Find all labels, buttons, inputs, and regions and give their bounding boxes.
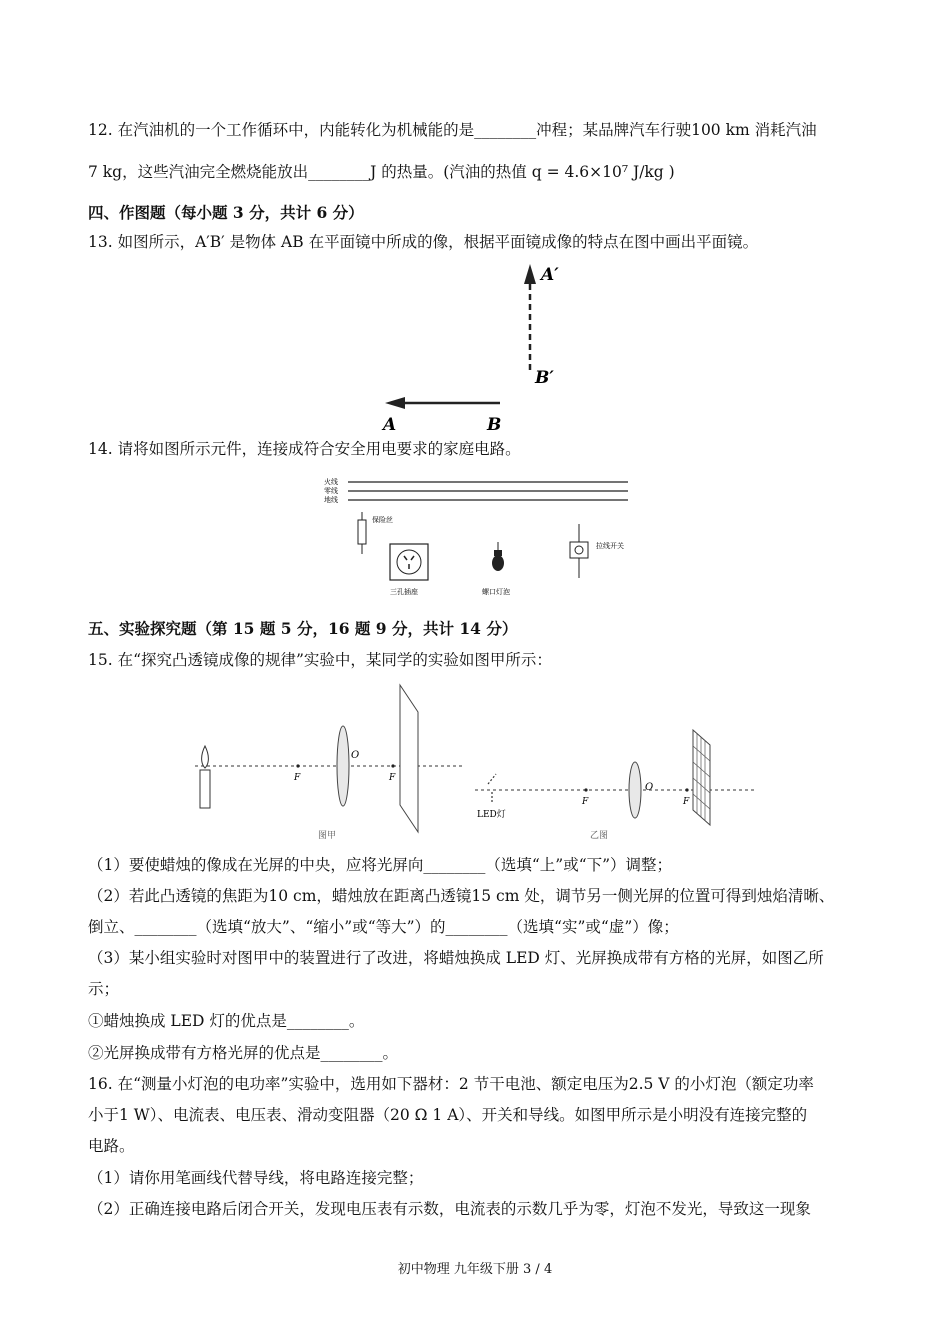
q14-text: 14. 请将如图所示元件，连接成符合安全用电要求的家庭电路。 <box>88 440 521 458</box>
live-wire-label: 火线 <box>324 478 338 486</box>
light-screen <box>400 685 418 832</box>
section4-title: 四、作图题（每小题 3 分，共计 6 分） <box>88 203 364 222</box>
focal-point-2 <box>391 764 394 767</box>
label-a-prime: A′ <box>541 265 559 285</box>
q12-line2: 7 kg，这些汽油完全燃烧能放出________J 的热量。(汽油的热值 q = 4.6×10⁷ J/kg ) <box>88 163 675 181</box>
q16-line2: 小于1 W）、电流表、电压表、滑动变阻器（20 Ω 1 A）、开关和导线。如图甲所示是小明没有连接完整的 <box>88 1106 808 1124</box>
q16-line1: 16. 在“测量小灯泡的电功率”实验中，选用如下器材：2 节干电池、额定电压为2.5 V 的小灯泡（额定功率 <box>88 1075 814 1093</box>
q12-line1: 12. 在汽油机的一个工作循环中，内能转化为机械能的是________冲程；某品牌汽车行驶100 km 消耗汽油 <box>88 121 817 139</box>
candle-icon <box>200 746 210 808</box>
bulb-icon <box>492 542 504 571</box>
ground-wire-label: 地线 <box>324 496 338 504</box>
caption-b: 乙图 <box>590 831 609 841</box>
lens-center-label-b: O <box>645 782 654 793</box>
image-arrowhead <box>524 264 536 284</box>
page-footer: 初中物理 九年级下册 3 / 4 <box>397 1262 553 1277</box>
q13-mirror-figure <box>375 258 575 436</box>
bulb-label: 螺口灯泡 <box>482 588 510 596</box>
q15-p2a: （2）若此凸透镜的焦距为10 cm，蜡烛放在距离凸透镜15 cm 处，调节另一侧光屏的位置可得到烛焰清晰、 <box>88 887 835 905</box>
q15-intro: 15. 在“探究凸透镜成像的规律”实验中，某同学的实验如图甲所示： <box>88 651 552 669</box>
socket-label: 三孔插座 <box>390 588 418 596</box>
grid-screen <box>693 730 710 825</box>
focal-point-4 <box>685 788 688 791</box>
q15-p3b: 示； <box>88 980 120 998</box>
q16-p1: （1）请你用笔画线代替导线，将电路连接完整； <box>88 1169 424 1187</box>
switch-icon <box>570 524 588 578</box>
label-b: B <box>487 415 502 435</box>
focal-label-1: F <box>294 773 301 783</box>
q15-p3c: ①蜡烛换成 LED 灯的优点是________。 <box>88 1012 365 1030</box>
fuse-label: 保险丝 <box>372 516 393 524</box>
q14-circuit-figure <box>322 474 632 602</box>
q15-p1: （1）要使蜡烛的像成在光屏的中央，应将光屏向________（选填“上”或“下”）调整； <box>88 856 673 874</box>
led-icon <box>488 774 496 804</box>
object-arrowhead <box>385 397 405 409</box>
focal-label-4: F <box>683 797 690 807</box>
convex-lens-b <box>629 762 641 818</box>
label-a: A <box>383 415 397 435</box>
section5-title: 五、实验探究题（第 15 题 5 分，16 题 9 分，共计 14 分） <box>88 619 518 638</box>
q13-text: 13. 如图所示，A′B′ 是物体 AB 在平面镜中所成的像，根据平面镜成像的特点在图中画出平面镜。 <box>88 233 759 251</box>
caption-a: 图甲 <box>318 831 337 841</box>
q16-p2: （2）正确连接电路后闭合开关，发现电压表有示数，电流表的示数几乎为零，灯泡不发光，导致这一现象 <box>88 1200 811 1218</box>
label-b-prime: B′ <box>535 368 554 388</box>
q15-p3a: （3）某小组实验时对图甲中的装置进行了改进，将蜡烛换成 LED 灯、光屏换成带有方格的光屏，如图乙所 <box>88 949 824 967</box>
focal-point-1 <box>296 764 299 767</box>
focal-label-2: F <box>389 773 396 783</box>
q16-line3: 电路。 <box>88 1137 135 1155</box>
q15-p2b: 倒立、________（选填“放大”、“缩小”或“等大”）的________（选填“实”或“虚”）像； <box>88 918 679 936</box>
focal-label-3: F <box>582 797 589 807</box>
socket-icon <box>390 544 428 580</box>
focal-point-3 <box>584 788 587 791</box>
neutral-wire-label: 零线 <box>324 487 338 495</box>
convex-lens-a <box>337 726 349 806</box>
lens-center-label-a: O <box>351 750 360 761</box>
q15-p3d: ②光屏换成带有方格光屏的优点是________。 <box>88 1044 399 1062</box>
q15-lens-figure <box>190 680 760 845</box>
fuse-icon <box>358 512 366 554</box>
switch-label: 拉线开关 <box>596 542 624 550</box>
led-label: LED灯 <box>477 810 506 820</box>
